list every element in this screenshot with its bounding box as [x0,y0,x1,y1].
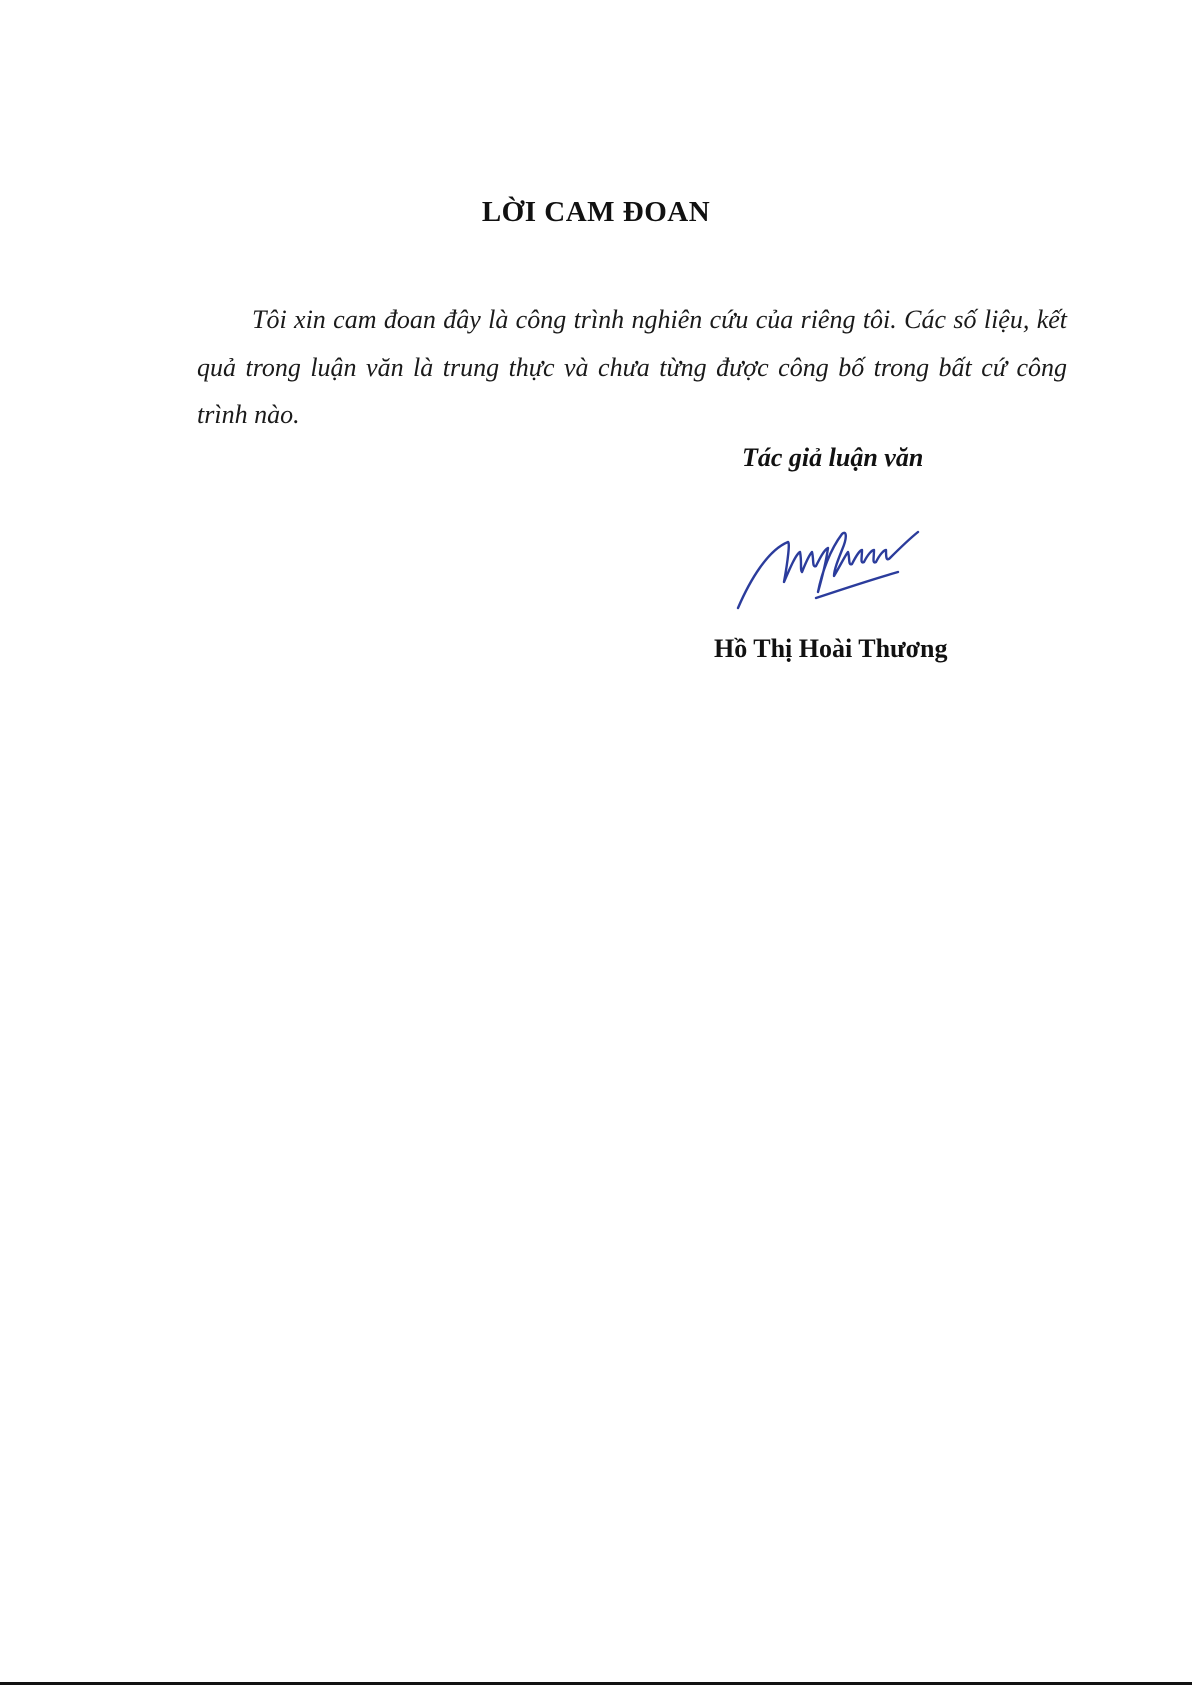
author-name: Hồ Thị Hoài Thương [714,634,948,663]
signature-stroke-underline [816,572,898,598]
signature-image [730,510,930,615]
page-title: LỜI CAM ĐOAN [481,196,711,228]
author-caption: Tác giả luận văn [742,443,924,472]
declaration-paragraph: Tôi xin cam đoan đây là công trình nghiên cứu của riêng tôi. Các số liệu, kết quả trong luận văn là trung thực và chưa từng được công bố trong bất cứ công trình nào. [197,305,1067,429]
signature-stroke-main [738,532,918,608]
signature-strokes [738,532,918,608]
